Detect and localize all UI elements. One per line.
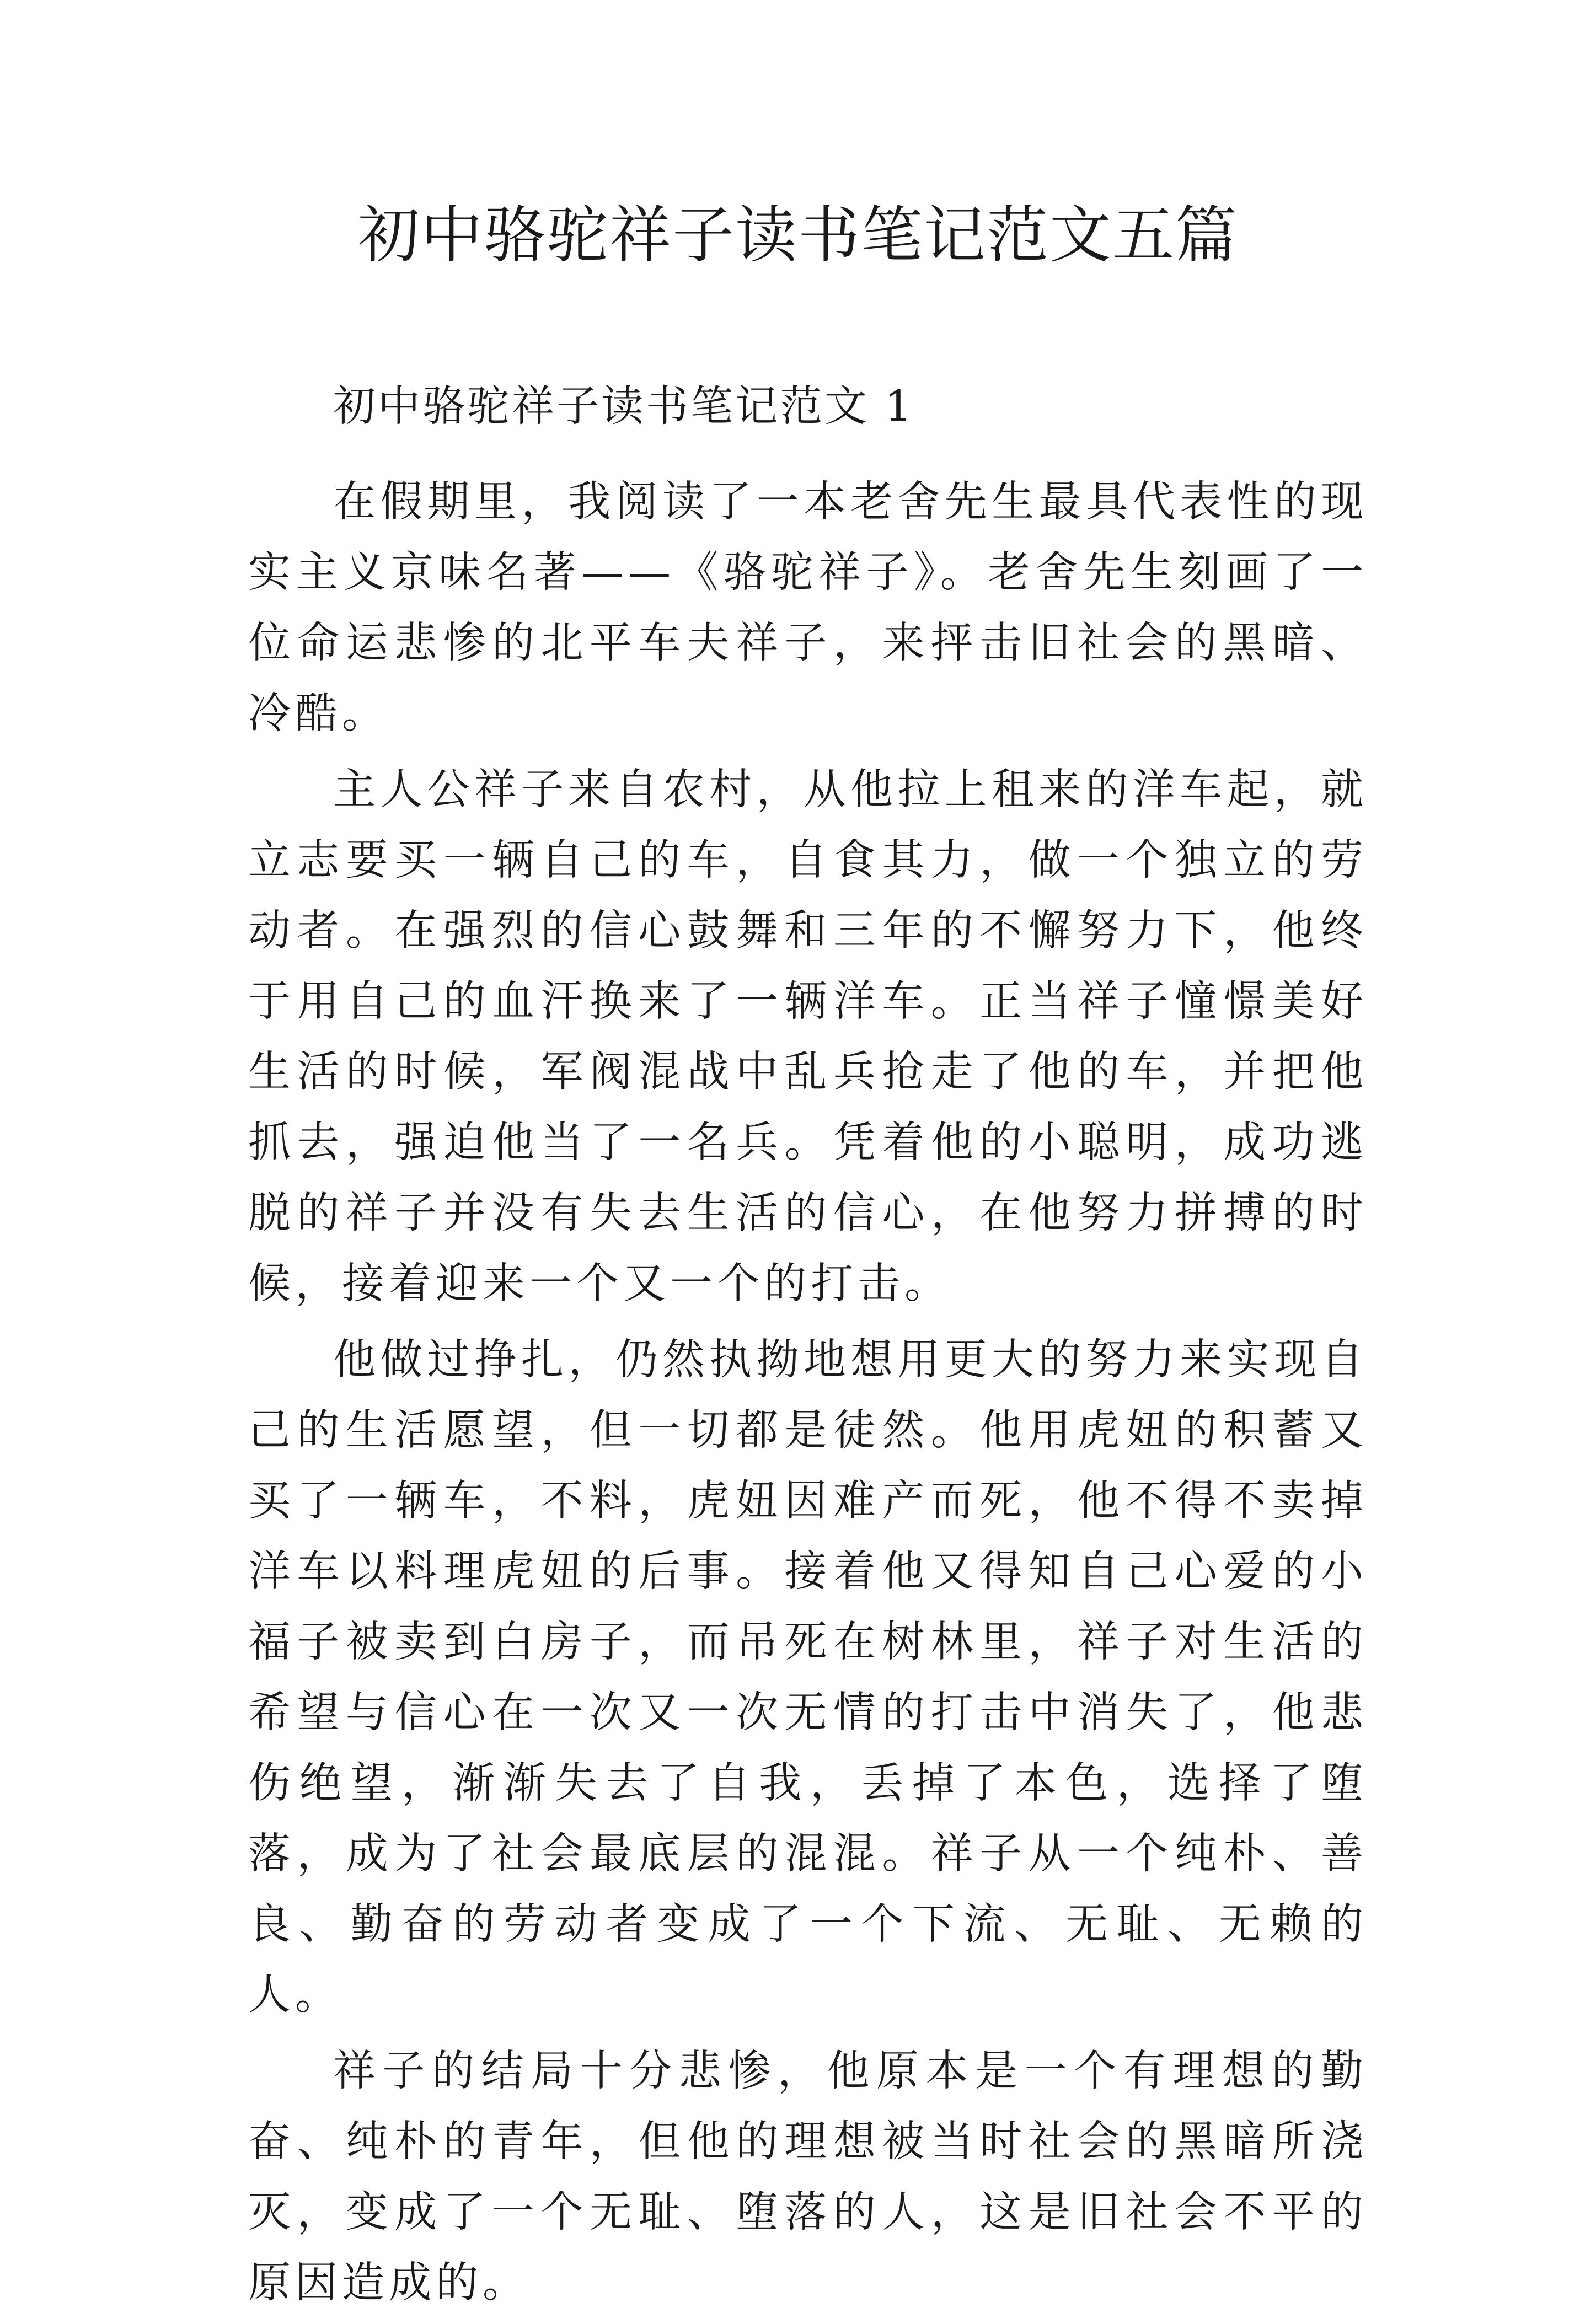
paragraph-3: 他做过挣扎，仍然执拗地想用更大的努力来实现自己的生活愿望，但一切都是徒然。他用虎妞的积蓄又买了一辆车，不料，虎妞因难产而死，他不得不卖掉洋车以料理虎妞的后事。接着他又得知自己心爱的小福子被卖到白房子，而吊死在树林里，祥子对生活的希望与信心在一次又一次无情的打击中消失了，他悲伤绝望，渐渐失去了自我，丢掉了本色，选择了堕落，成为了社会最底层的混混。祥子从一个纯朴、善良、勤奋的劳动者变成了一个下流、无耻、无赖的人。 bbox=[248, 1335, 1368, 2020]
paragraph-4: 祥子的结局十分悲惨，他原本是一个有理想的勤奋、纯朴的青年，但他的理想被当时社会的黑暗所浇灭，变成了一个无耻、堕落的人，这是旧社会不平的原因造成的。 bbox=[248, 2047, 1368, 2307]
document-title: 初中骆驼祥子读书笔记范文五篇 bbox=[358, 200, 1238, 271]
paragraph-1: 在假期里，我阅读了一本老舍先生最具代表性的现实主义京味名著——《骆驼祥子》。老舍先生刻画了一位命运悲惨的北平车夫祥子，来抨击旧社会的黑暗、冷酷。 bbox=[248, 477, 1368, 738]
document-body bbox=[248, 372, 1368, 2324]
paragraph-2: 主人公祥子来自农村，从他拉上租来的洋车起，就立志要买一辆自己的车，自食其力，做一个独立的劳动者。在强烈的信心鼓舞和三年的不懈努力下，他终于用自己的血汗换来了一辆洋车。正当祥子憧憬美好生活的时候，军阀混战中乱兵抢走了他的车，并把他抓去，强迫他当了一名兵。凭着他的小聪明，成功逃脱的祥子并没有失去生活的信心，在他努力拼搏的时候，接着迎来一个又一个的打击。 bbox=[248, 765, 1368, 1308]
section-heading: 初中骆驼祥子读书笔记范文 1 bbox=[333, 382, 914, 431]
